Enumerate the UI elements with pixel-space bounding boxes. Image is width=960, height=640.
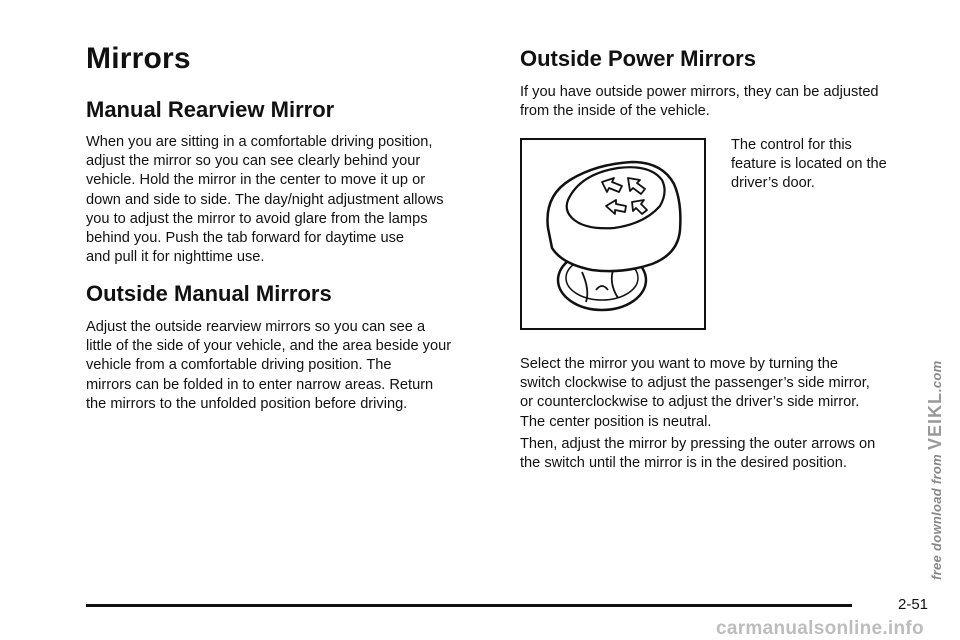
paragraph-select-mirror	[520, 355, 930, 432]
text-line: vehicle. Hold the mirror in the center to move it up or	[86, 172, 426, 189]
text-line: the switch until the mirror is in the desired position.	[520, 455, 847, 472]
section-heading-outside-power: Outside Power Mirrors	[520, 46, 756, 71]
text-line: The control for this	[731, 137, 852, 153]
page-title: Mirrors	[86, 42, 191, 75]
watermark-brand: VEIKL	[925, 392, 945, 451]
watermark-suffix: .com	[929, 360, 944, 393]
text-line: Adjust the outside rearview mirrors so you can see a	[86, 319, 426, 335]
section-heading-outside-manual: Outside Manual Mirrors	[86, 281, 332, 306]
text-line: or counterclockwise to adjust the driver’s side mirror.	[520, 394, 860, 411]
text-line: driver’s door.	[731, 175, 815, 192]
footer-website: carmanualsonline.info	[716, 618, 924, 639]
mirror-switch-figure	[520, 138, 706, 330]
text-line: Select the mirror you want to move by turning the	[520, 356, 838, 372]
text-line: you to adjust the mirror to avoid glare from the lamps	[86, 210, 428, 227]
text-line: adjust the mirror so you can see clearly behind your	[86, 153, 421, 170]
text-line: down and side to side. The day/night adjustment allows	[86, 191, 444, 208]
text-line: The center position is neutral.	[520, 413, 712, 430]
figure-caption	[731, 136, 916, 194]
paragraph-outside-power-intro	[520, 83, 930, 121]
paragraph-manual-rearview	[86, 133, 506, 267]
text-line: Then, adjust the mirror by pressing the outer arrows on	[520, 436, 876, 452]
watermark-prefix: free download from	[929, 453, 944, 580]
text-line: mirrors can be folded in to enter narrow areas. Return	[86, 376, 434, 393]
paragraph-outside-manual	[86, 318, 506, 414]
power-mirror-switch-icon	[522, 140, 704, 328]
text-line: the mirrors to the unfolded position before driving.	[86, 395, 408, 412]
text-line: switch clockwise to adjust the passenger’s side mirror,	[520, 375, 870, 392]
text-line: When you are sitting in a comfortable driving position,	[86, 134, 433, 150]
text-line: from the inside of the vehicle.	[520, 103, 710, 120]
page-number: 2-51	[898, 596, 929, 613]
section-heading-manual-rearview: Manual Rearview Mirror	[86, 97, 335, 122]
footer-rule	[86, 604, 852, 607]
text-line: and pull it for nighttime use.	[86, 249, 265, 266]
paragraph-adjust-mirror	[520, 435, 930, 473]
side-watermark	[925, 340, 945, 580]
text-line: feature is located on the	[731, 156, 887, 173]
text-line: vehicle from a comfortable driving position. The	[86, 357, 392, 374]
text-line: If you have outside power mirrors, they can be adjusted	[520, 84, 879, 100]
text-line: little of the side of your vehicle, and the area beside your	[86, 338, 452, 355]
text-line: behind you. Push the tab forward for daytime use	[86, 230, 405, 247]
